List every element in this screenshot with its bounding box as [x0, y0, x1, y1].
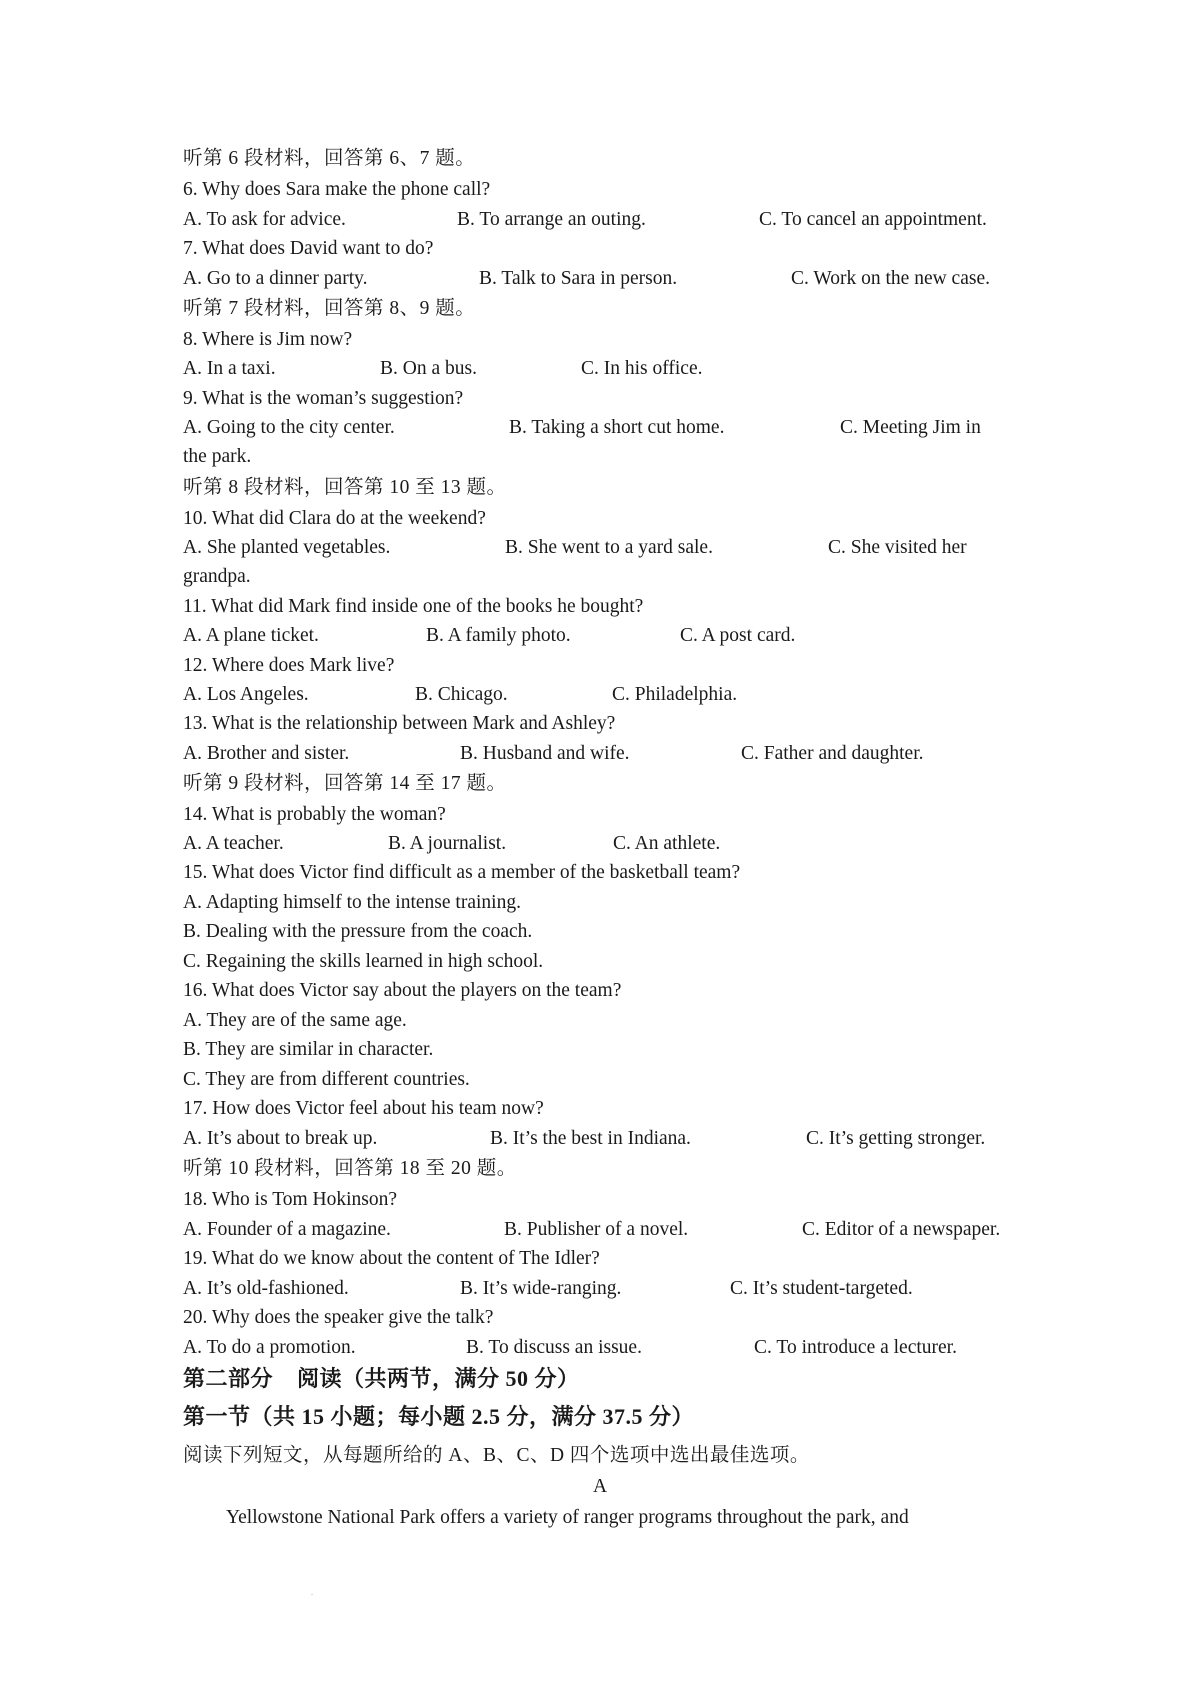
question-16-stem: 16. What does Victor say about the players on the team?: [183, 980, 622, 1001]
option-c: C. She visited her: [828, 537, 967, 558]
question-15-option-c: C. Regaining the skills learned in high school.: [183, 951, 544, 972]
option-a: A. A teacher.: [183, 833, 284, 854]
question-7-stem: 7. What does David want to do?: [183, 238, 434, 259]
option-a: A. Go to a dinner party.: [183, 268, 368, 289]
passage-label: A: [592, 1476, 608, 1497]
section-9-instruction: 听第 9 段材料，回答第 14 至 17 题。: [183, 773, 507, 794]
option-b: B. It’s wide-ranging.: [460, 1278, 622, 1299]
option-c: C. A post card.: [680, 625, 796, 646]
option-b: B. Chicago.: [415, 684, 508, 705]
question-13-stem: 13. What is the relationship between Mark and Ashley?: [183, 713, 616, 734]
option-b: B. Publisher of a novel.: [504, 1219, 689, 1240]
question-10-option-c-continued: grandpa.: [183, 566, 251, 587]
option-a: A. In a taxi.: [183, 358, 276, 379]
section-1-title: 第一节（共 15 小题；每小题 2.5 分，满分 37.5 分）: [183, 1404, 695, 1429]
option-c: C. An athlete.: [613, 833, 721, 854]
option-c: C. Father and daughter.: [741, 743, 924, 764]
scan-speck: .: [311, 1588, 313, 1597]
question-11-stem: 11. What did Mark find inside one of the books he bought?: [183, 596, 644, 617]
question-20-stem: 20. Why does the speaker give the talk?: [183, 1307, 494, 1328]
option-a: A. To ask for advice.: [183, 209, 346, 230]
option-a: A. Founder of a magazine.: [183, 1219, 391, 1240]
option-a: A. She planted vegetables.: [183, 537, 391, 558]
option-c: C. It’s student-targeted.: [730, 1278, 913, 1299]
question-15-option-a: A. Adapting himself to the intense training.: [183, 892, 521, 913]
question-18-stem: 18. Who is Tom Hokinson?: [183, 1189, 398, 1210]
option-b: B. A family photo.: [426, 625, 571, 646]
section-6-instruction: 听第 6 段材料，回答第 6、7 题。: [183, 148, 476, 169]
question-9-stem: 9. What is the woman’s suggestion?: [183, 388, 464, 409]
option-a: A. Brother and sister.: [183, 743, 350, 764]
option-a: A. Going to the city center.: [183, 417, 395, 438]
option-b: B. She went to a yard sale.: [505, 537, 713, 558]
question-15-stem: 15. What does Victor find difficult as a member of the basketball team?: [183, 862, 741, 883]
option-c: C. In his office.: [581, 358, 703, 379]
passage-text: Yellowstone National Park offers a variety of ranger programs throughout the park, and: [226, 1507, 909, 1528]
option-b: B. To arrange an outing.: [457, 209, 646, 230]
option-c: C. To cancel an appointment.: [759, 209, 987, 230]
option-c: C. Philadelphia.: [612, 684, 738, 705]
option-c: C. Meeting Jim in: [840, 417, 981, 438]
question-6-stem: 6. Why does Sara make the phone call?: [183, 179, 491, 200]
option-a: A. A plane ticket.: [183, 625, 319, 646]
question-14-stem: 14. What is probably the woman?: [183, 804, 446, 825]
option-a: A. Los Angeles.: [183, 684, 309, 705]
section-8-instruction: 听第 8 段材料，回答第 10 至 13 题。: [183, 477, 507, 498]
option-a: A. It’s about to break up.: [183, 1128, 378, 1149]
option-b: B. A journalist.: [388, 833, 507, 854]
question-16-option-b: B. They are similar in character.: [183, 1039, 434, 1060]
question-17-stem: 17. How does Victor feel about his team now?: [183, 1098, 544, 1119]
option-b: B. It’s the best in Indiana.: [490, 1128, 691, 1149]
part-2-title: 第二部分 阅读（共两节，满分 50 分）: [183, 1366, 580, 1391]
option-b: B. On a bus.: [380, 358, 477, 379]
question-10-stem: 10. What did Clara do at the weekend?: [183, 508, 486, 529]
option-b: B. Taking a short cut home.: [509, 417, 725, 438]
option-c: C. Work on the new case.: [791, 268, 990, 289]
question-15-option-b: B. Dealing with the pressure from the coach.: [183, 921, 533, 942]
question-16-option-c: C. They are from different countries.: [183, 1069, 470, 1090]
reading-instruction: 阅读下列短文，从每题所给的 A、B、C、D 四个选项中选出最佳选项。: [183, 1445, 810, 1466]
option-a: A. To do a promotion.: [183, 1337, 356, 1358]
option-c: C. To introduce a lecturer.: [754, 1337, 957, 1358]
section-7-instruction: 听第 7 段材料，回答第 8、9 题。: [183, 298, 476, 319]
option-a: A. It’s old-fashioned.: [183, 1278, 349, 1299]
question-8-stem: 8. Where is Jim now?: [183, 329, 353, 350]
option-c: C. It’s getting stronger.: [806, 1128, 986, 1149]
section-10-instruction: 听第 10 段材料，回答第 18 至 20 题。: [183, 1158, 517, 1179]
question-19-stem: 19. What do we know about the content of The Idler?: [183, 1248, 600, 1269]
option-c: C. Editor of a newspaper.: [802, 1219, 1001, 1240]
question-9-option-c-continued: the park.: [183, 446, 252, 467]
option-b: B. Husband and wife.: [460, 743, 630, 764]
option-b: B. To discuss an issue.: [466, 1337, 642, 1358]
question-12-stem: 12. Where does Mark live?: [183, 655, 395, 676]
question-16-option-a: A. They are of the same age.: [183, 1010, 407, 1031]
option-b: B. Talk to Sara in person.: [479, 268, 678, 289]
